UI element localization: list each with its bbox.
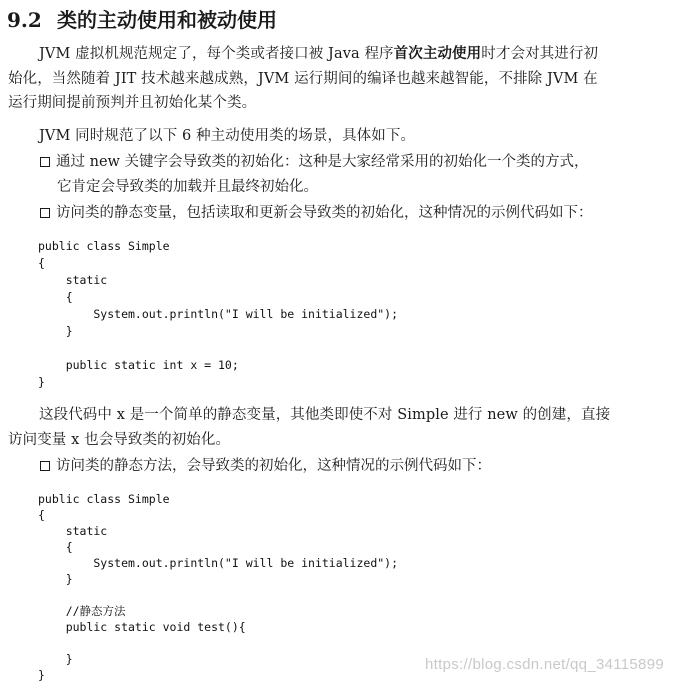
bullet-static-variable: 访问类的静态变量，包括读取和更新会导致类的初始化，这种情况的示例代码如下： [40,201,666,226]
intro-paragraph [8,42,663,116]
intro-line-1: JVM 虚拟机规范规定了，每个类或者接口被 Java 程序首次主动使用时才会对其进行初 [39,45,599,62]
section-number: 9.2 [7,8,42,32]
code-line: static [38,524,108,538]
code-line: } [38,375,45,389]
code-line: public class Simple [38,239,170,253]
code-line: { [38,540,73,554]
section-title: 类的主动使用和被动使用 [57,8,277,32]
code-line: //静态方法 [38,604,126,618]
explain-paragraph [8,403,663,452]
bullet-static-method: 访问类的静态方法，会导致类的初始化，这种情况的示例代码如下： [40,454,666,479]
code-line: public class Simple [38,492,170,506]
code-line: static [38,273,108,287]
checkbox-bullet-icon [40,157,50,167]
code-line: System.out.println("I will be initialized"); [38,556,399,570]
code-line: public static int x = 10; [38,358,239,372]
intro-line-3: 运行期间提前预判并且初始化某个类。 [8,95,257,111]
code-line: } [38,668,45,682]
code-line: } [38,324,73,338]
code-line: public static void test(){ [38,620,246,634]
checkbox-bullet-icon [40,461,50,471]
bullet-new-keyword: 通过 new 关键字会导致类的初始化：这种是大家经常采用的初始化一个类的方式， 它肯定会导致类的加载并且最终初始化。 [40,150,666,199]
intro-line-2: 始化，当然随着 JIT 技术越来越成熟，JVM 运行期间的编译也越来越智能，不排除 JVM 在 [8,70,598,87]
emphasis-first-active-use: 首次主动使用 [393,45,482,62]
code-line: { [38,508,45,522]
code-line: } [38,572,73,586]
watermark-url: https://blog.csdn.net/qq_34115899 [425,656,664,673]
code-line: { [38,256,45,270]
explain-line-2: 访问变量 x 也会导致类的初始化。 [8,431,231,448]
code-line: { [38,290,73,304]
section-heading [7,4,277,32]
code-line: } [38,652,73,666]
scenarios-intro: JVM 同时规范了以下 6 种主动使用类的场景，具体如下。 [39,128,416,144]
checkbox-bullet-icon [40,208,50,218]
code-line: System.out.println("I will be initialized"); [38,307,399,321]
explain-line-1: 这段代码中 x 是一个简单的静态变量，其他类即使不对 Simple 进行 new 的创建，直接 [39,407,611,423]
